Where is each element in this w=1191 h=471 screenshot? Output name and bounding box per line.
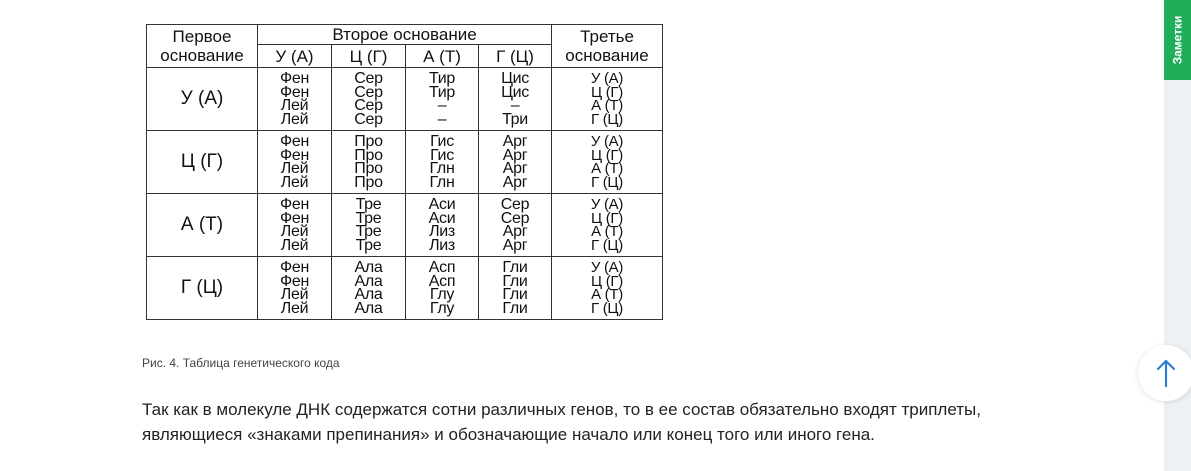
amino-acid: Сер xyxy=(354,110,383,128)
amino-acid: Гли xyxy=(502,286,528,303)
amino-acid: Про xyxy=(354,160,383,177)
first-base-cell: А (Т) xyxy=(147,194,258,257)
header-third-line2: основание xyxy=(565,46,649,65)
second-base-g: Г (Ц) xyxy=(479,45,552,68)
first-base-cell: Ц (Г) xyxy=(147,131,258,194)
amino-acid: Фен xyxy=(280,209,309,227)
header-first-line1: Первое xyxy=(172,27,232,46)
third-base: У (А) xyxy=(590,259,624,276)
amino-acid-cell xyxy=(406,131,479,194)
third-base: Г (Ц) xyxy=(591,236,623,254)
amino-acid: Лей xyxy=(280,173,309,191)
amino-acid: Тир xyxy=(428,83,455,101)
third-base-cell xyxy=(552,131,663,194)
amino-acid-cell xyxy=(332,194,406,257)
amino-acid: Фен xyxy=(280,259,309,276)
amino-acid: Ала xyxy=(354,259,383,276)
third-base: У (А) xyxy=(590,70,624,87)
amino-acid: Гли xyxy=(502,272,528,290)
amino-acid: Фен xyxy=(280,196,309,213)
third-base: Г (Ц) xyxy=(591,173,623,191)
amino-acid: Тре xyxy=(355,236,382,254)
header-third-base xyxy=(552,25,663,68)
third-base: А (Т) xyxy=(591,223,623,240)
third-base: У (А) xyxy=(590,196,624,213)
second-base-c: Ц (Г) xyxy=(332,45,406,68)
amino-acid-cell xyxy=(406,68,479,131)
amino-acid: Цис xyxy=(501,70,529,87)
amino-acid: Тре xyxy=(355,209,382,227)
third-base: Ц (Г) xyxy=(591,146,623,164)
amino-acid-cell xyxy=(258,194,332,257)
amino-acid: Три xyxy=(502,110,528,128)
amino-acid: Ала xyxy=(354,299,383,317)
notes-tab[interactable] xyxy=(1164,0,1191,80)
amino-acid-cell xyxy=(258,68,332,131)
amino-acid: Фен xyxy=(280,146,309,164)
amino-acid: Фен xyxy=(280,272,309,290)
third-base: Ц (Г) xyxy=(591,83,623,101)
amino-acid: Лиз xyxy=(429,236,455,254)
third-base-cell xyxy=(552,194,663,257)
table-row xyxy=(147,257,663,320)
arrow-up-icon xyxy=(1155,358,1177,388)
amino-acid: Глу xyxy=(429,286,455,303)
amino-acid: Сер xyxy=(500,209,530,227)
amino-acid: Сер xyxy=(354,83,383,101)
amino-acid: – xyxy=(437,97,447,114)
amino-acid: Ала xyxy=(354,286,383,303)
header-third-line1: Третье xyxy=(580,27,634,46)
amino-acid: Лей xyxy=(280,223,309,240)
third-base: У (А) xyxy=(590,133,624,150)
amino-acid: Ала xyxy=(354,272,383,290)
third-base-cell xyxy=(552,68,663,131)
amino-acid: Лиз xyxy=(429,223,455,240)
third-base: Г (Ц) xyxy=(591,299,623,317)
amino-acid: Арг xyxy=(502,236,528,254)
amino-acid: Про xyxy=(354,146,383,164)
amino-acid: Глн xyxy=(429,160,455,177)
first-base-cell: Г (Ц) xyxy=(147,257,258,320)
amino-acid: Лей xyxy=(280,236,309,254)
amino-acid: Про xyxy=(354,133,383,150)
third-base: Г (Ц) xyxy=(591,110,623,128)
third-base: А (Т) xyxy=(591,286,623,303)
amino-acid: Фен xyxy=(280,133,309,150)
amino-acid: Лей xyxy=(280,110,309,128)
amino-acid-cell xyxy=(332,131,406,194)
header-first-line2: основание xyxy=(160,46,244,65)
amino-acid: Сер xyxy=(354,70,383,87)
amino-acid: Арг xyxy=(502,223,528,240)
first-base-cell: У (А) xyxy=(147,68,258,131)
scroll-to-top-button[interactable] xyxy=(1138,345,1191,401)
amino-acid: Арг xyxy=(502,146,528,164)
amino-acid: Сер xyxy=(500,196,530,213)
amino-acid: Про xyxy=(354,173,383,191)
amino-acid-cell xyxy=(479,194,552,257)
amino-acid: Сер xyxy=(354,97,383,114)
third-base-cell xyxy=(552,257,663,320)
amino-acid-cell xyxy=(479,257,552,320)
amino-acid: Арг xyxy=(502,133,528,150)
notes-tab-label: Заметки xyxy=(1170,15,1185,65)
amino-acid: Фен xyxy=(280,70,309,87)
amino-acid: Аси xyxy=(428,209,456,227)
amino-acid: Лей xyxy=(280,160,309,177)
amino-acid: Гли xyxy=(502,259,528,276)
amino-acid: Тир xyxy=(428,70,455,87)
amino-acid-cell xyxy=(406,257,479,320)
amino-acid: Лей xyxy=(280,97,309,114)
amino-acid: Лей xyxy=(280,299,309,317)
second-base-a: А (Т) xyxy=(406,45,479,68)
amino-acid: Глу xyxy=(429,299,455,317)
amino-acid: Аси xyxy=(428,196,456,213)
amino-acid: Арг xyxy=(502,173,528,191)
third-base: А (Т) xyxy=(591,160,623,177)
amino-acid-cell xyxy=(258,131,332,194)
figure-caption: Рис. 4. Таблица генетического кода xyxy=(142,356,340,370)
second-base-u: У (А) xyxy=(258,45,332,68)
table-body xyxy=(147,68,663,320)
amino-acid-cell xyxy=(479,131,552,194)
amino-acid: Тре xyxy=(355,223,382,240)
amino-acid: Тре xyxy=(355,196,382,213)
amino-acid-cell xyxy=(332,257,406,320)
amino-acid-cell xyxy=(479,68,552,131)
genetic-code-table xyxy=(146,24,663,320)
third-base: Ц (Г) xyxy=(591,209,623,227)
header-first-base xyxy=(147,25,258,68)
table-row xyxy=(147,68,663,131)
amino-acid: Арг xyxy=(502,160,528,177)
header-second-base: Второе основание xyxy=(258,25,552,45)
amino-acid-cell xyxy=(258,257,332,320)
amino-acid: Глн xyxy=(429,173,455,191)
table-row xyxy=(147,194,663,257)
amino-acid: Асп xyxy=(428,259,456,276)
amino-acid-cell xyxy=(406,194,479,257)
amino-acid: Гис xyxy=(430,146,454,164)
amino-acid-cell xyxy=(332,68,406,131)
amino-acid: Фен xyxy=(280,83,309,101)
table-row xyxy=(147,131,663,194)
amino-acid: Гис xyxy=(430,133,454,150)
amino-acid: Цис xyxy=(501,83,529,101)
body-paragraph: Так как в молекуле ДНК содержатся сотни различных генов, то в ее состав обязательно входят триплеты, являющиеся «знаками препинания» и обозначающие начало или конец того или иного гена. xyxy=(142,400,981,444)
amino-acid: – xyxy=(510,97,520,114)
third-base: Ц (Г) xyxy=(591,272,623,290)
amino-acid: – xyxy=(437,110,447,128)
third-base: А (Т) xyxy=(591,97,623,114)
amino-acid: Гли xyxy=(502,299,528,317)
amino-acid: Асп xyxy=(428,272,456,290)
amino-acid: Лей xyxy=(280,286,309,303)
